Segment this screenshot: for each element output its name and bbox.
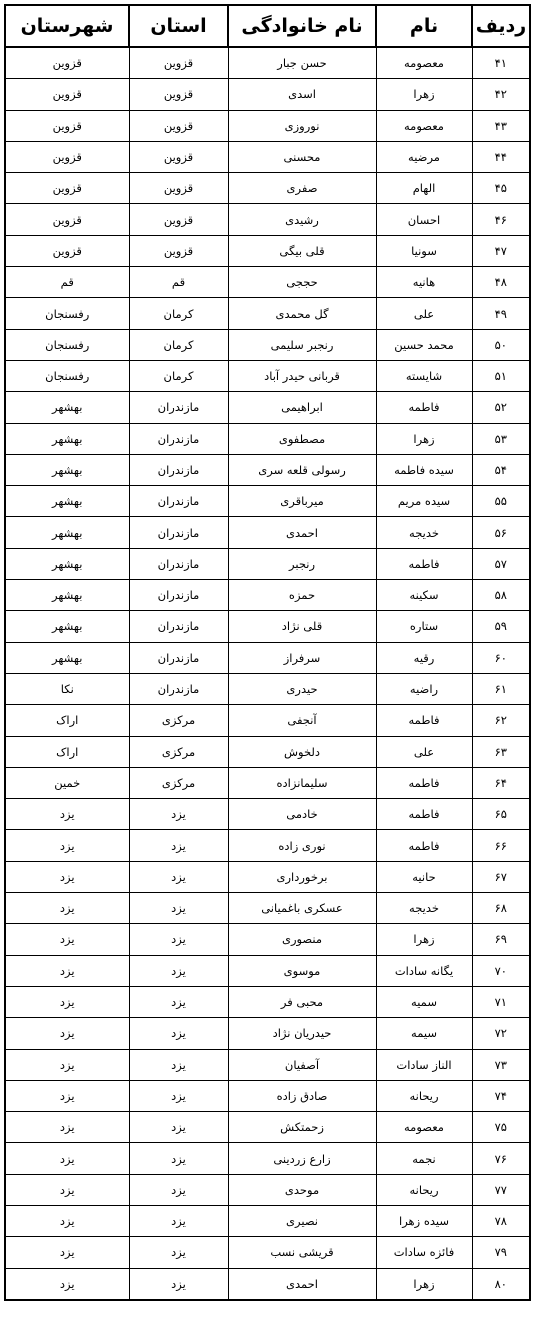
cell-first-name: علی <box>376 736 472 767</box>
table-row <box>5 611 530 642</box>
cell-first-name: سمیه <box>376 986 472 1017</box>
table-row <box>5 580 530 611</box>
table-row <box>5 1049 530 1080</box>
cell-row-number: ۷۷ <box>472 1174 530 1205</box>
cell-city: قزوین <box>5 235 129 266</box>
cell-row-number: ۷۴ <box>472 1080 530 1111</box>
cell-province: قزوین <box>129 47 228 79</box>
cell-province: مرکزی <box>129 736 228 767</box>
cell-province: یزد <box>129 986 228 1017</box>
cell-first-name: زهرا <box>376 1268 472 1300</box>
cell-row-number: ۵۷ <box>472 548 530 579</box>
cell-first-name: معصومه <box>376 47 472 79</box>
cell-row-number: ۷۵ <box>472 1112 530 1143</box>
table-row <box>5 173 530 204</box>
cell-family-name: قلی بیگی <box>228 235 376 266</box>
cell-province: مرکزی <box>129 705 228 736</box>
cell-province: یزد <box>129 1205 228 1236</box>
header-province: استان <box>129 5 228 47</box>
cell-city: یزد <box>5 1174 129 1205</box>
cell-family-name: قربانی حیدر آباد <box>228 360 376 391</box>
cell-family-name: زارع زردینی <box>228 1143 376 1174</box>
cell-province: یزد <box>129 1143 228 1174</box>
cell-family-name: منصوری <box>228 924 376 955</box>
cell-city: یزد <box>5 1143 129 1174</box>
cell-first-name: فاطمه <box>376 548 472 579</box>
cell-province: یزد <box>129 799 228 830</box>
cell-city: یزد <box>5 1205 129 1236</box>
cell-province: مازندران <box>129 611 228 642</box>
cell-province: یزد <box>129 924 228 955</box>
table-row <box>5 1018 530 1049</box>
cell-city: قزوین <box>5 110 129 141</box>
cell-city: خمین <box>5 767 129 798</box>
cell-first-name: الناز سادات <box>376 1049 472 1080</box>
cell-row-number: ۶۸ <box>472 893 530 924</box>
header-row-number: ردیف <box>472 5 530 47</box>
table-row <box>5 799 530 830</box>
header-first-name: نام <box>376 5 472 47</box>
cell-first-name: فائزه سادات <box>376 1237 472 1268</box>
cell-province: مازندران <box>129 423 228 454</box>
cell-province: مازندران <box>129 642 228 673</box>
cell-first-name: شایسته <box>376 360 472 391</box>
cell-family-name: موسوی <box>228 955 376 986</box>
cell-first-name: نجمه <box>376 1143 472 1174</box>
header-row <box>5 5 530 47</box>
cell-row-number: ۴۱ <box>472 47 530 79</box>
cell-row-number: ۷۰ <box>472 955 530 986</box>
cell-province: قزوین <box>129 173 228 204</box>
cell-city: یزد <box>5 1080 129 1111</box>
cell-family-name: برخورداری <box>228 861 376 892</box>
cell-province: مازندران <box>129 454 228 485</box>
cell-city: قزوین <box>5 173 129 204</box>
cell-family-name: نوری زاده <box>228 830 376 861</box>
cell-first-name: زهرا <box>376 423 472 454</box>
cell-family-name: محبی فر <box>228 986 376 1017</box>
table-row <box>5 1174 530 1205</box>
cell-family-name: رشیدی <box>228 204 376 235</box>
table-row <box>5 1080 530 1111</box>
cell-province: مازندران <box>129 548 228 579</box>
cell-province: مازندران <box>129 673 228 704</box>
table-row <box>5 454 530 485</box>
cell-city: اراک <box>5 736 129 767</box>
cell-family-name: موحدی <box>228 1174 376 1205</box>
cell-city: یزد <box>5 1237 129 1268</box>
cell-city: رفسنجان <box>5 329 129 360</box>
participants-table <box>4 4 531 1301</box>
cell-province: مازندران <box>129 486 228 517</box>
cell-family-name: رنجبر سلیمی <box>228 329 376 360</box>
cell-city: قزوین <box>5 204 129 235</box>
cell-first-name: سیده مریم <box>376 486 472 517</box>
cell-row-number: ۶۱ <box>472 673 530 704</box>
cell-city: یزد <box>5 1018 129 1049</box>
cell-province: قزوین <box>129 79 228 110</box>
table-row <box>5 329 530 360</box>
header-family-name: نام خانوادگی <box>228 5 376 47</box>
table-row <box>5 423 530 454</box>
cell-city: بهشهر <box>5 423 129 454</box>
cell-row-number: ۵۵ <box>472 486 530 517</box>
cell-row-number: ۶۷ <box>472 861 530 892</box>
cell-province: یزد <box>129 1237 228 1268</box>
cell-city: یزد <box>5 861 129 892</box>
cell-city: قزوین <box>5 141 129 172</box>
cell-row-number: ۷۸ <box>472 1205 530 1236</box>
table-row <box>5 360 530 391</box>
cell-province: یزد <box>129 1049 228 1080</box>
cell-row-number: ۶۴ <box>472 767 530 798</box>
cell-family-name: سرفراز <box>228 642 376 673</box>
table-row <box>5 767 530 798</box>
cell-row-number: ۵۳ <box>472 423 530 454</box>
cell-city: یزد <box>5 799 129 830</box>
cell-city: یزد <box>5 955 129 986</box>
cell-city: بهشهر <box>5 486 129 517</box>
cell-row-number: ۶۶ <box>472 830 530 861</box>
cell-province: مرکزی <box>129 767 228 798</box>
cell-first-name: فاطمه <box>376 767 472 798</box>
cell-province: مازندران <box>129 517 228 548</box>
cell-first-name: خدیجه <box>376 893 472 924</box>
cell-first-name: معصومه <box>376 1112 472 1143</box>
table-row <box>5 267 530 298</box>
cell-first-name: الهام <box>376 173 472 204</box>
cell-row-number: ۵۸ <box>472 580 530 611</box>
cell-row-number: ۷۶ <box>472 1143 530 1174</box>
cell-first-name: سیمه <box>376 1018 472 1049</box>
cell-row-number: ۷۲ <box>472 1018 530 1049</box>
cell-family-name: عسکری باغمیانی <box>228 893 376 924</box>
cell-province: مازندران <box>129 580 228 611</box>
cell-family-name: احمدی <box>228 517 376 548</box>
cell-family-name: سلیمانزاده <box>228 767 376 798</box>
cell-city: بهشهر <box>5 454 129 485</box>
cell-city: یزد <box>5 830 129 861</box>
cell-first-name: معصومه <box>376 110 472 141</box>
cell-row-number: ۵۶ <box>472 517 530 548</box>
cell-city: رفسنجان <box>5 298 129 329</box>
cell-province: کرمان <box>129 360 228 391</box>
cell-first-name: سونیا <box>376 235 472 266</box>
cell-row-number: ۷۹ <box>472 1237 530 1268</box>
table-row <box>5 893 530 924</box>
cell-row-number: ۴۹ <box>472 298 530 329</box>
cell-row-number: ۴۶ <box>472 204 530 235</box>
cell-row-number: ۶۹ <box>472 924 530 955</box>
cell-first-name: سیده زهرا <box>376 1205 472 1236</box>
table-row <box>5 1112 530 1143</box>
cell-row-number: ۵۱ <box>472 360 530 391</box>
cell-family-name: گل محمدی <box>228 298 376 329</box>
cell-first-name: رقیه <box>376 642 472 673</box>
cell-city: بهشهر <box>5 580 129 611</box>
table-row <box>5 642 530 673</box>
cell-family-name: آنجفی <box>228 705 376 736</box>
cell-first-name: سکینه <box>376 580 472 611</box>
table-row <box>5 79 530 110</box>
table-row <box>5 861 530 892</box>
cell-city: اراک <box>5 705 129 736</box>
cell-city: نکا <box>5 673 129 704</box>
cell-first-name: احسان <box>376 204 472 235</box>
cell-province: قم <box>129 267 228 298</box>
cell-first-name: زهرا <box>376 79 472 110</box>
cell-row-number: ۶۰ <box>472 642 530 673</box>
cell-province: یزد <box>129 1080 228 1111</box>
cell-province: یزد <box>129 955 228 986</box>
cell-first-name: یگانه سادات <box>376 955 472 986</box>
table-row <box>5 1205 530 1236</box>
table-row <box>5 736 530 767</box>
cell-family-name: حیدری <box>228 673 376 704</box>
cell-city: بهشهر <box>5 517 129 548</box>
cell-family-name: رسولی قلعه سری <box>228 454 376 485</box>
cell-city: بهشهر <box>5 642 129 673</box>
cell-province: یزد <box>129 1018 228 1049</box>
cell-family-name: مصطفوی <box>228 423 376 454</box>
cell-family-name: حسن جبار <box>228 47 376 79</box>
table-body <box>5 47 530 1300</box>
cell-row-number: ۶۵ <box>472 799 530 830</box>
table-row <box>5 110 530 141</box>
table-row <box>5 986 530 1017</box>
cell-province: قزوین <box>129 204 228 235</box>
table-header <box>5 5 530 47</box>
cell-family-name: میرباقری <box>228 486 376 517</box>
cell-province: یزد <box>129 861 228 892</box>
cell-row-number: ۴۲ <box>472 79 530 110</box>
cell-row-number: ۴۳ <box>472 110 530 141</box>
cell-first-name: فاطمه <box>376 705 472 736</box>
cell-province: قزوین <box>129 141 228 172</box>
cell-family-name: اسدی <box>228 79 376 110</box>
table-row <box>5 673 530 704</box>
cell-province: یزد <box>129 893 228 924</box>
cell-family-name: دلخوش <box>228 736 376 767</box>
table-row <box>5 47 530 79</box>
table-row <box>5 204 530 235</box>
table-row <box>5 298 530 329</box>
table-row <box>5 1143 530 1174</box>
cell-province: کرمان <box>129 298 228 329</box>
cell-family-name: حمزه <box>228 580 376 611</box>
cell-row-number: ۴۴ <box>472 141 530 172</box>
cell-family-name: احمدی <box>228 1268 376 1300</box>
cell-family-name: نصیری <box>228 1205 376 1236</box>
cell-row-number: ۴۵ <box>472 173 530 204</box>
cell-city: رفسنجان <box>5 360 129 391</box>
cell-row-number: ۵۴ <box>472 454 530 485</box>
cell-row-number: ۸۰ <box>472 1268 530 1300</box>
cell-province: یزد <box>129 1268 228 1300</box>
cell-row-number: ۴۸ <box>472 267 530 298</box>
cell-first-name: محمد حسین <box>376 329 472 360</box>
cell-family-name: محسنی <box>228 141 376 172</box>
cell-row-number: ۶۲ <box>472 705 530 736</box>
cell-row-number: ۷۳ <box>472 1049 530 1080</box>
cell-first-name: خدیجه <box>376 517 472 548</box>
cell-family-name: آصفیان <box>228 1049 376 1080</box>
cell-row-number: ۷۱ <box>472 986 530 1017</box>
cell-province: یزد <box>129 1112 228 1143</box>
cell-family-name: زحمتکش <box>228 1112 376 1143</box>
cell-city: یزد <box>5 893 129 924</box>
table-row <box>5 235 530 266</box>
cell-city: یزد <box>5 1112 129 1143</box>
cell-first-name: حانیه <box>376 861 472 892</box>
cell-family-name: صادق زاده <box>228 1080 376 1111</box>
cell-family-name: ابراهیمی <box>228 392 376 423</box>
cell-province: یزد <box>129 1174 228 1205</box>
cell-city: یزد <box>5 986 129 1017</box>
table-row <box>5 924 530 955</box>
table-row <box>5 705 530 736</box>
header-city: شهرستان <box>5 5 129 47</box>
table-row <box>5 830 530 861</box>
cell-city: بهشهر <box>5 548 129 579</box>
cell-row-number: ۶۳ <box>472 736 530 767</box>
cell-family-name: رنجبر <box>228 548 376 579</box>
cell-city: یزد <box>5 1049 129 1080</box>
table-row <box>5 141 530 172</box>
cell-first-name: فاطمه <box>376 830 472 861</box>
table-row <box>5 548 530 579</box>
cell-province: مازندران <box>129 392 228 423</box>
cell-province: کرمان <box>129 329 228 360</box>
cell-first-name: فاطمه <box>376 799 472 830</box>
cell-family-name: خادمی <box>228 799 376 830</box>
cell-first-name: ریحانه <box>376 1080 472 1111</box>
cell-city: قزوین <box>5 47 129 79</box>
cell-city: بهشهر <box>5 611 129 642</box>
cell-row-number: ۴۷ <box>472 235 530 266</box>
table-row <box>5 486 530 517</box>
cell-family-name: نوروزی <box>228 110 376 141</box>
cell-family-name: صفری <box>228 173 376 204</box>
cell-first-name: ستاره <box>376 611 472 642</box>
table-row <box>5 1237 530 1268</box>
cell-province: قزوین <box>129 110 228 141</box>
cell-first-name: راضیه <box>376 673 472 704</box>
table-row <box>5 517 530 548</box>
cell-province: قزوین <box>129 235 228 266</box>
table-row <box>5 1268 530 1300</box>
cell-row-number: ۵۹ <box>472 611 530 642</box>
cell-family-name: قریشی نسب <box>228 1237 376 1268</box>
cell-first-name: علی <box>376 298 472 329</box>
cell-city: قم <box>5 267 129 298</box>
cell-row-number: ۵۲ <box>472 392 530 423</box>
cell-family-name: قلی نژاد <box>228 611 376 642</box>
cell-city: یزد <box>5 924 129 955</box>
cell-row-number: ۵۰ <box>472 329 530 360</box>
cell-first-name: هانیه <box>376 267 472 298</box>
cell-city: یزد <box>5 1268 129 1300</box>
cell-city: بهشهر <box>5 392 129 423</box>
cell-first-name: ریحانه <box>376 1174 472 1205</box>
cell-first-name: سیده فاطمه <box>376 454 472 485</box>
cell-family-name: حیدریان نژاد <box>228 1018 376 1049</box>
cell-first-name: مرضیه <box>376 141 472 172</box>
cell-family-name: حججی <box>228 267 376 298</box>
cell-first-name: زهرا <box>376 924 472 955</box>
cell-province: یزد <box>129 830 228 861</box>
table-row <box>5 955 530 986</box>
cell-first-name: فاطمه <box>376 392 472 423</box>
cell-city: قزوین <box>5 79 129 110</box>
table-row <box>5 392 530 423</box>
